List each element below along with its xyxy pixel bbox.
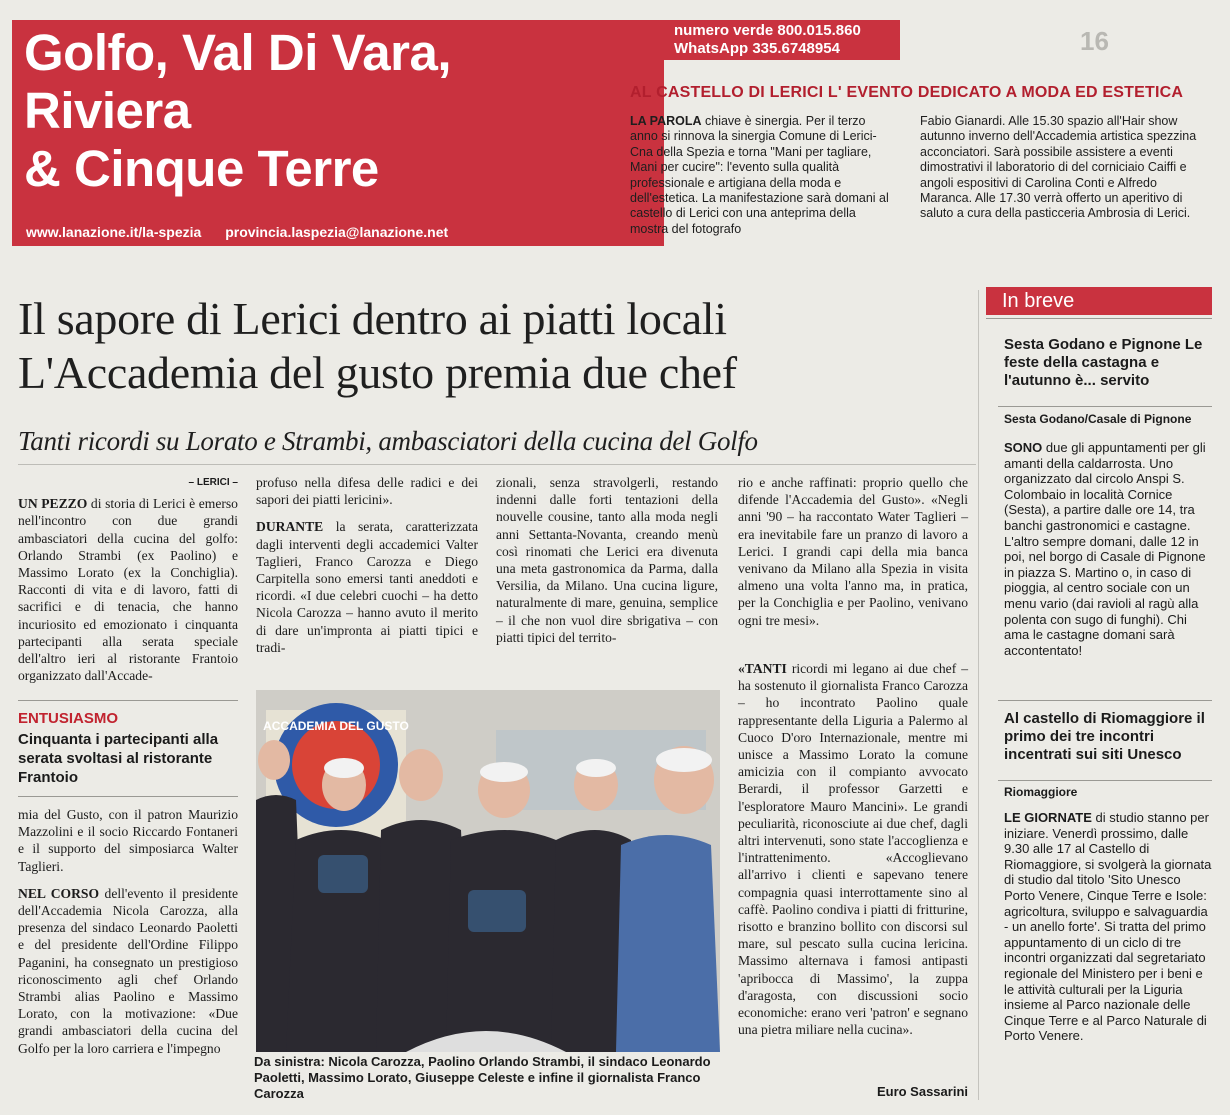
award-plaque-2: [468, 890, 526, 932]
article-column-2: [256, 474, 478, 666]
headline-rule: [18, 464, 976, 465]
brief-item-text: [1004, 810, 1214, 1044]
header-links: [26, 224, 656, 240]
event-brief-column-1: [630, 114, 892, 237]
column-divider: [978, 290, 979, 1100]
in-breve-header: In breve: [986, 287, 1212, 315]
numero-verde: numero verde 800.015.860: [674, 22, 861, 39]
article-photo: [256, 690, 720, 1052]
paragraph-lead: UN PEZZO: [18, 496, 88, 512]
article-headline: Il sapore di Lerici dentro ai piatti locali L'Accademia del gusto premia due chef: [18, 293, 737, 398]
brief-item-lead: SONO: [1004, 440, 1043, 455]
page-number: 16: [1080, 26, 1109, 56]
paragraph-lead: NEL CORSO: [18, 885, 100, 901]
article-paragraph: rio e anche raffinati: proprio quello che difende l'Accademia del Gusto». «Negli anni '90 – ha raccontato Water Taglieri – era inevitabile fare un pranzo di lavoro a Lerici. I grandi capi della mia banca venivano da Milano alla Spezia in visita almeno una volta l'anno ma, in pratica, per la Conchiglia e per Paolino, venivano ogni tre mesi».: [738, 475, 968, 628]
photo-caption: Da sinistra: Nicola Carozza, Paolino Orlando Strambi, il sindaco Leonardo Paoletti, Massimo Lorato, Giuseppe Celeste e infine il giornalista Franco Carozza: [254, 1054, 711, 1101]
article-column-1: [18, 474, 238, 694]
website-link[interactable]: www.lanazione.it/la-spezia: [26, 224, 202, 240]
article-paragraph: [256, 518, 478, 656]
article-paragraph: zionali, senza stravolgerli, restando indenni dalle forti tentazioni della nouvelle cousine, tanto alla moda negli anni Settanta-Novanta, creando menù così rinomati che Lerici era divenuta una meta gastronomica da Parma, dalla Versilia, da Milano. Una cucina ligure, naturalmente di mare, genuina, semplice – il che non vuol dire sbrigativa – con piatti tipici del territo-: [496, 475, 718, 645]
photo-illustration: [256, 690, 720, 1052]
article-subhead: Tanti ricordi su Lorato e Strambi, ambasciatori della cucina del Golfo: [18, 426, 758, 456]
event-brief-text-2: Fabio Gianardi. Alle 15.30 spazio all'Hair show autunno inverno dell'Accademia artistica spezzina acconciatori. Sarà possibile assistere a eventi dimostrativi il laboratorio di del corniciaio Caiffi e angoli espositivi di Carolina Conti e Alfredo Maranca. Alle 17.30 verrà offerto un aperitivo di saluto a cura della pasticceria Ambrosia di Lerici.: [920, 114, 1197, 221]
brief-item-text: [1004, 440, 1214, 658]
award-plaque-1: [318, 855, 368, 893]
contact-box: [664, 20, 900, 60]
article-paragraph: [18, 495, 238, 684]
brief-item-lead: LE GIORNATE: [1004, 810, 1092, 825]
pull-quote-kicker: ENTUSIASMO: [18, 710, 119, 727]
article-column-1-continued: [18, 806, 238, 1067]
event-brief-column-2: [920, 114, 1208, 222]
pull-quote-rule-top: [18, 700, 238, 701]
section-title: Golfo, Val Di Vara, Riviera & Cinque Terre: [24, 24, 451, 197]
article-paragraph: [18, 885, 238, 1057]
pull-quote: Cinquanta i partecipanti alla serata svoltasi al ristorante Frantoio: [18, 731, 219, 786]
article-paragraph: mia del Gusto, con il patron Maurizio Mazzolini e il socio Riccardo Fontaneri e il supporto del simposiarca Walter Taglieri.: [18, 807, 238, 874]
article-column-4: [738, 474, 968, 639]
brief-item-rule: [998, 406, 1212, 407]
brief-item-body: due gli appuntamenti per gli amanti della caldarrosta. Uno organizzato dal circolo Anspi S. Colombaio in località Cornice (Sesta), a partire dalle ore 14, tra banchi gastronomici e castagne. L'altro sempre domani, dalle 12 in poi, nel borgo di Casale di Pignone in piazza S. Martino o, in caso di pioggia, al centro sociale con un menu vario (dai ravioli al ragù alla polenta con sugo di funghi). Chi ama le castagne domani sarà accontentato!: [1004, 440, 1206, 658]
paragraph-text: ricordi mi legano ai due chef – ha sostenuto il giornalista Franco Carozza – ho incontrato Paolino quale rappresentante della Liguria a Palermo al Cuoco D'oro Internazionale, mentre mi unisce a Massimo Lorato la comune amicizia con il compianto avvocato Berardi, il professor Garzetti e l'esploratore Mauro Mancini». Le grandi peculiarità, riconosciute ai due chef, dagli altri intervenuti, sono state l'accoglienza e l'intrattenimento. «Accoglievano all'arrivo i clienti e sapevano tenere compagnia quasi interrottamente sino al caffè. Paolino condiva i piatti di fritturine, risotto e branzino bollito con discorsi sul mare, sul pescato sulla cucina lericina. Massimo alternava i famosi antipasti 'apribocca di Massimo', la zuppa d'aragosta, con discussioni socio economiche: erano veri 'patron' e segnano una pietra miliare nella cucina».: [738, 661, 968, 1038]
event-brief-lead: LA PAROLA: [630, 114, 702, 128]
article-column-4-continued: [738, 660, 968, 1048]
in-breve-rule: [986, 318, 1212, 319]
article-paragraph: [738, 660, 968, 1038]
brief-separator: [998, 700, 1212, 701]
banner-text: ACCADEMIA DEL GUSTO: [263, 719, 409, 733]
paragraph-text: la serata, caratterizzata dagli interventi degli accademici Valter Taglieri, Franco Carozza e Diego Carpitella sono emersi tanti aneddoti e ricordi. «I due celebri cuochi – ha detto Nicola Carozza – hanno avuto il merito di dare un'impronta ai piatti tipici e tradi-: [256, 519, 478, 655]
paragraph-lead: DURANTE: [256, 519, 324, 535]
paragraph-text: di storia di Lerici è emerso nell'incontro con due grandi ambasciatori della cucina del golfo: Orlando Strambi (ex Paolino) e Massimo Lorato (ex la Conchiglia). Racconti di vita e di lavoro, fatti di sacrifici e di tenacia, che hanno incuriosito ed emozionato i cinquanta partecipanti alla serata speciale dell'altro ieri al ristorante Frantoio organizzato dall'Accade-: [18, 496, 238, 684]
event-brief-text-1: chiave è sinergia. Per il terzo anno si rinnova la sinergia Comune di Lerici-Cna della Spezia e torna "Mani per tagliare, Mani per cucire": l'evento sulla qualità professionale e artigiana della moda e dell'estetica. La manifestazione sarà domani al castello di Lerici con una anteprima della mostra del fotografo: [630, 114, 889, 236]
brief-item-rule: [998, 780, 1212, 781]
whatsapp-number: WhatsApp 335.6748954: [674, 40, 840, 57]
event-brief-headline: AL CASTELLO DI LERICI L' EVENTO DEDICATO A MODA ED ESTETICA: [630, 84, 1184, 101]
paragraph-lead: «TANTI: [738, 661, 787, 676]
article-paragraph: profuso nella difesa delle radici e dei sapori dei piatti lericini».: [256, 475, 478, 508]
brief-item-location: Sesta Godano/Casale di Pignone: [1004, 412, 1192, 426]
brief-item-title: Al castello di Riomaggiore il primo dei tre incontri incentrati sui siti Unesco: [1004, 710, 1205, 763]
article-column-3: [496, 474, 718, 656]
brief-item-body: di studio stanno per iniziare. Venerdì prossimo, dalle 9.30 alle 17 al Castello di Riomaggiore, si svolgerà la giornata di studio dal titolo 'Sito Unesco Porto Venere, Cinque Terre e Isole: agricoltura, sviluppo e salvaguardia - un anello forte'. Si tratta del primo appuntamento di un ciclo di tre incontri organizzati dal segretariato regionale del Ministero per i beni e le attività culturali per la Liguria insieme al Parco nazionale delle Cinque Terre e al Parco Naturale di Porto Venere.: [1004, 810, 1212, 1044]
brief-item-title: Sesta Godano e Pignone Le feste della castagna e l'autunno è... servito: [1004, 336, 1203, 389]
email-link[interactable]: provincia.laspezia@lanazione.net: [225, 224, 449, 240]
dateline: – LERICI –: [188, 477, 238, 488]
pull-quote-rule-bottom: [18, 796, 238, 797]
paragraph-text: dell'evento il presidente dell'Accademia Nicola Carozza, alla presenza del sindaco Leonardo Paoletti e del presidente dell'Ordine Filippo Paganini, ha consegnato un prestigioso riconoscimento agli chef Orlando Strambi alias Paolino e Massimo Lorato, con la motivazione: «Due grandi ambasciatori della cucina del Golfo per la loro carriera e l'impegno: [18, 885, 238, 1056]
brief-item-location: Riomaggiore: [1004, 785, 1078, 799]
author-signature: Euro Sassarini: [876, 1084, 968, 1099]
